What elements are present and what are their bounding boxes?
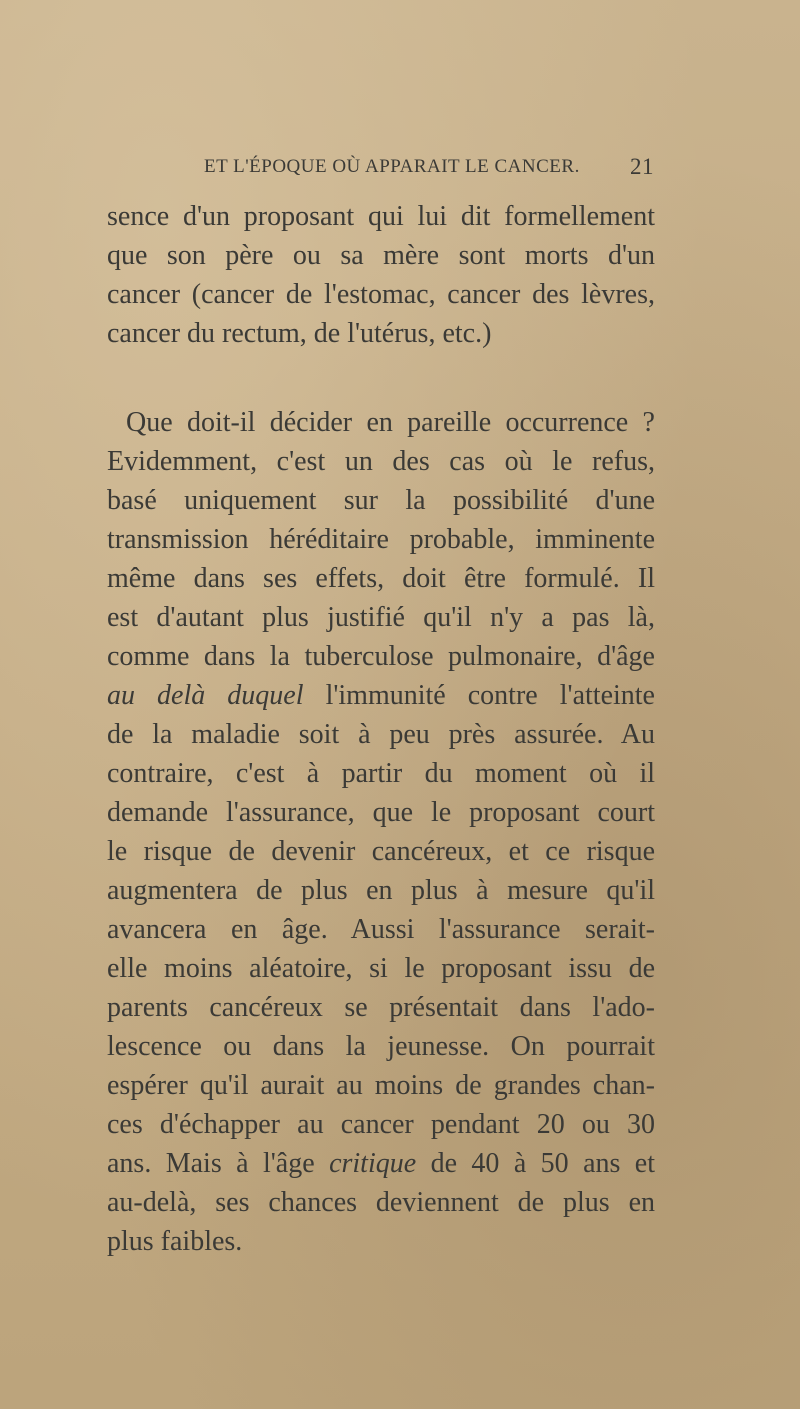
- text-line: que son père ou sa mère sont morts d'un: [107, 240, 655, 271]
- text-line: est d'autant plus justifié qu'il n'y a pas là,: [107, 602, 655, 633]
- running-head: [204, 150, 654, 182]
- text-line: avancera en âge. Aussi l'assurance serait-: [107, 914, 655, 945]
- paragraph-gap: [107, 353, 655, 403]
- text-line: Que doit-il décider en pareille occurrence ?: [126, 407, 655, 438]
- text-fragment: ans. Mais à l'âge: [107, 1148, 330, 1179]
- text-line: de la maladie soit à peu près assurée. Au: [107, 719, 655, 750]
- text-line: sence d'un proposant qui lui dit formellement: [107, 201, 655, 232]
- text-line: au-delà, ses chances deviennent de plus en: [107, 1187, 655, 1218]
- page-number: 21: [630, 154, 654, 179]
- text-fragment: de 40 à 50 ans et: [416, 1148, 656, 1179]
- text-line: lescence ou dans la jeunesse. On pourrait: [107, 1031, 655, 1062]
- text-line: contraire, c'est à partir du moment où il: [107, 758, 655, 789]
- text-line: cancer (cancer de l'estomac, cancer des lèvres,: [107, 279, 655, 310]
- text-line: le risque de devenir cancéreux, et ce risque: [107, 836, 655, 867]
- text-line: même dans ses effets, doit être formulé. Il: [107, 563, 655, 594]
- text-line: transmission héréditaire probable, imminente: [107, 524, 655, 555]
- text-line: parents cancéreux se présentait dans l'ado-: [107, 992, 655, 1023]
- italic-phrase: au delà duquel: [107, 680, 304, 711]
- italic-word: critique: [329, 1148, 417, 1179]
- text-line: espérer qu'il aurait au moins de grandes chan-: [107, 1070, 655, 1101]
- text-line: basé uniquement sur la possibilité d'une: [107, 485, 655, 516]
- body-text: [107, 197, 655, 1261]
- text-line: cancer du rectum, de l'utérus, etc.): [107, 318, 492, 349]
- text-fragment: l'immunité contre l'atteinte: [303, 680, 655, 711]
- text-line: elle moins aléatoire, si le proposant issu de: [107, 953, 655, 984]
- text-line: comme dans la tuberculose pulmonaire, d'âge: [107, 641, 655, 672]
- text-line: [107, 1144, 655, 1183]
- text-line: ces d'échapper au cancer pendant 20 ou 30: [107, 1109, 655, 1140]
- running-title: ET L'ÉPOQUE OÙ APPARAIT LE CANCER.: [204, 156, 580, 177]
- text-line: [107, 676, 655, 715]
- text-line: plus faibles.: [107, 1226, 243, 1257]
- text-line: augmentera de plus en plus à mesure qu'il: [107, 875, 655, 906]
- text-line: Evidemment, c'est un des cas où le refus,: [107, 446, 655, 477]
- text-line: demande l'assurance, que le proposant court: [107, 797, 655, 828]
